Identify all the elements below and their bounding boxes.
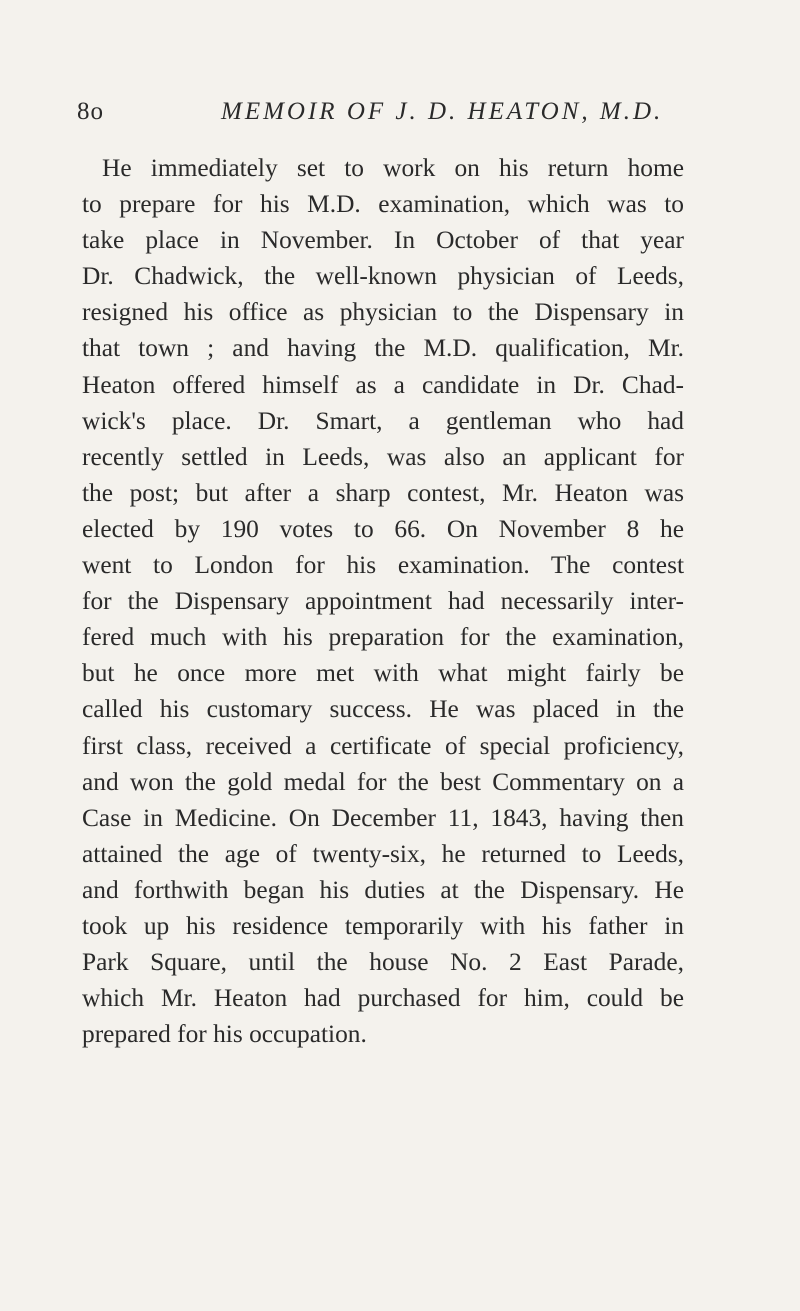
text-line: for the Dispensary appointment had necessarily inter- xyxy=(82,587,684,616)
text-line: Heaton offered himself as a candidate in Dr. Chad- xyxy=(82,370,684,399)
text-line: first class, received a certificate of special proficiency, xyxy=(82,731,684,760)
text-line: took up his residence temporarily with his father in xyxy=(82,911,684,940)
text-line: fered much with his preparation for the examination, xyxy=(82,623,684,652)
text-line: He immediately set to work on his return home xyxy=(102,154,684,182)
running-title: MEMOIR OF J. D. HEATON, M.D. xyxy=(221,98,664,125)
text-line: prepared for his occupation. xyxy=(82,1020,367,1049)
text-line: wick's place. Dr. Smart, a gentleman who had xyxy=(82,406,684,435)
text-line: to prepare for his M.D. examination, which was to xyxy=(82,190,684,219)
text-line: Case in Medicine. On December 11, 1843, having then xyxy=(82,803,684,832)
text-line: and forthwith began his duties at the Dispensary. He xyxy=(82,875,684,904)
text-line: which Mr. Heaton had purchased for him, could be xyxy=(82,984,684,1013)
text-line: elected by 190 votes to 66. On November 8 he xyxy=(82,514,684,543)
text-line: that town ; and having the M.D. qualification, Mr. xyxy=(82,334,684,363)
running-head xyxy=(77,92,664,132)
text-line: Park Square, until the house No. 2 East Parade, xyxy=(82,948,684,977)
text-line: resigned his office as physician to the Dispensary in xyxy=(82,298,684,327)
text-line: the post; but after a sharp contest, Mr. Heaton was xyxy=(82,478,684,507)
text-line: went to London for his examination. The contest xyxy=(82,551,684,580)
body-paragraph xyxy=(82,150,684,1052)
text-line: take place in November. In October of that year xyxy=(82,226,684,255)
text-line: recently settled in Leeds, was also an applicant for xyxy=(82,442,684,471)
text-line: called his customary success. He was placed in the xyxy=(82,695,684,724)
page-number: 8o xyxy=(77,98,104,125)
text-line: but he once more met with what might fairly be xyxy=(82,659,684,688)
text-line: and won the gold medal for the best Commentary on a xyxy=(82,767,684,796)
text-line: Dr. Chadwick, the well-known physician of Leeds, xyxy=(82,262,684,291)
text-line: attained the age of twenty-six, he returned to Leeds, xyxy=(82,839,684,868)
